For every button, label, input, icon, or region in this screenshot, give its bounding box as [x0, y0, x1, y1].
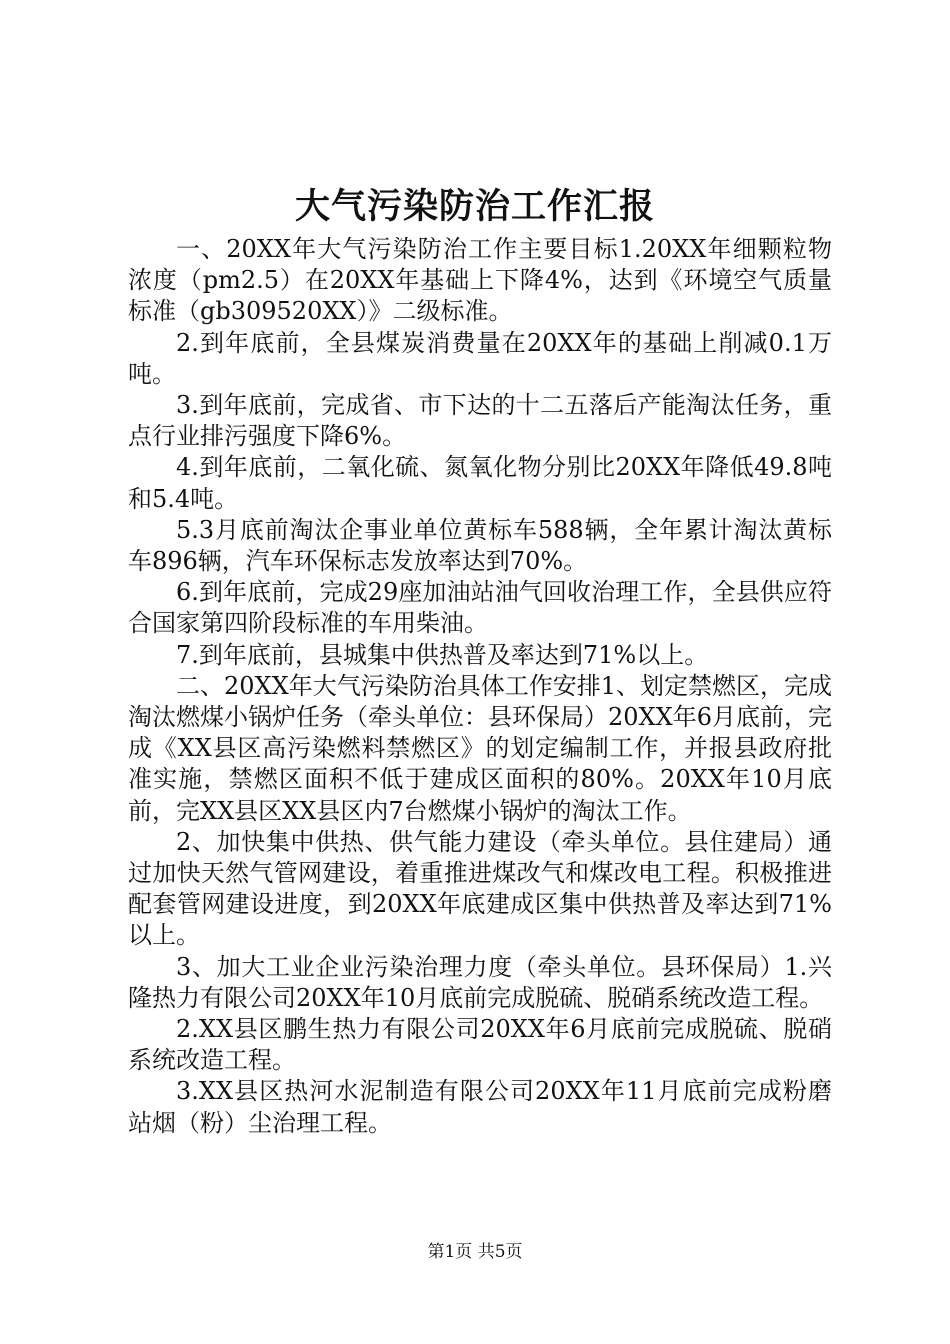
paragraph: 3、加大工业企业污染治理力度（牵头单位。县环保局）1.兴隆热力有限公司20XX年10月底前完成脱硫、脱硝系统改造工程。	[128, 952, 832, 1012]
paragraph: 4.到年底前，二氧化硫、氮氧化物分别比20XX年降低49.8吨和5.4吨。	[128, 453, 832, 513]
paragraph: 一、20XX年大气污染防治工作主要目标1.20XX年细颗粒物浓度（pm2.5）在20XX年基础上下降4%，达到《环境空气质量标准（gb309520XX）》二级标准。	[128, 235, 832, 326]
paragraph: 2.到年底前，全县煤炭消费量在20XX年的基础上削减0.1万吨。	[128, 328, 832, 388]
paragraph: 7.到年底前，县城集中供热普及率达到71%以上。	[176, 640, 709, 669]
paragraph: 二、20XX年大气污染防治具体工作安排1、划定禁燃区，完成淘汰燃煤小锅炉任务（牵头单位：县环保局）20XX年6月底前，完成《XX县区高污染燃料禁燃区》的划定编制工作，并报县政府批准实施，禁燃区面积不低于建成区面积的80%。20XX年10月底前，完XX县区XX县区内7台燃煤小锅炉的淘汰工作。	[128, 671, 832, 825]
page-footer: 第1页 共5页	[427, 1242, 523, 1262]
paragraph: 3.XX县区热河水泥制造有限公司20XX年11月底前完成粉磨站烟（粉）尘治理工程。	[128, 1077, 832, 1137]
paragraph: 2、加快集中供热、供气能力建设（牵头单位。县住建局）通过加快天然气管网建设，着重推进煤改气和煤改电工程。积极推进配套管网建设进度，到20XX年底建成区集中供热普及率达到71%以上。	[128, 827, 832, 950]
page-title: 大气污染防治工作汇报	[294, 186, 655, 227]
paragraph: 3.到年底前，完成省、市下达的十二五落后产能淘汰任务，重点行业排污强度下降6%。	[128, 391, 832, 451]
paragraph: 6.到年底前，完成29座加油站油气回收治理工作，全县供应符合国家第四阶段标准的车用柴油。	[128, 578, 832, 638]
document-body	[128, 234, 832, 1139]
paragraph: 5.3月底前淘汰企事业单位黄标车588辆，全年累计淘汰黄标车896辆，汽车环保标志发放率达到70%。	[128, 515, 832, 576]
paragraph: 2.XX县区鹏生热力有限公司20XX年6月底前完成脱硫、脱硝系统改造工程。	[128, 1015, 832, 1075]
